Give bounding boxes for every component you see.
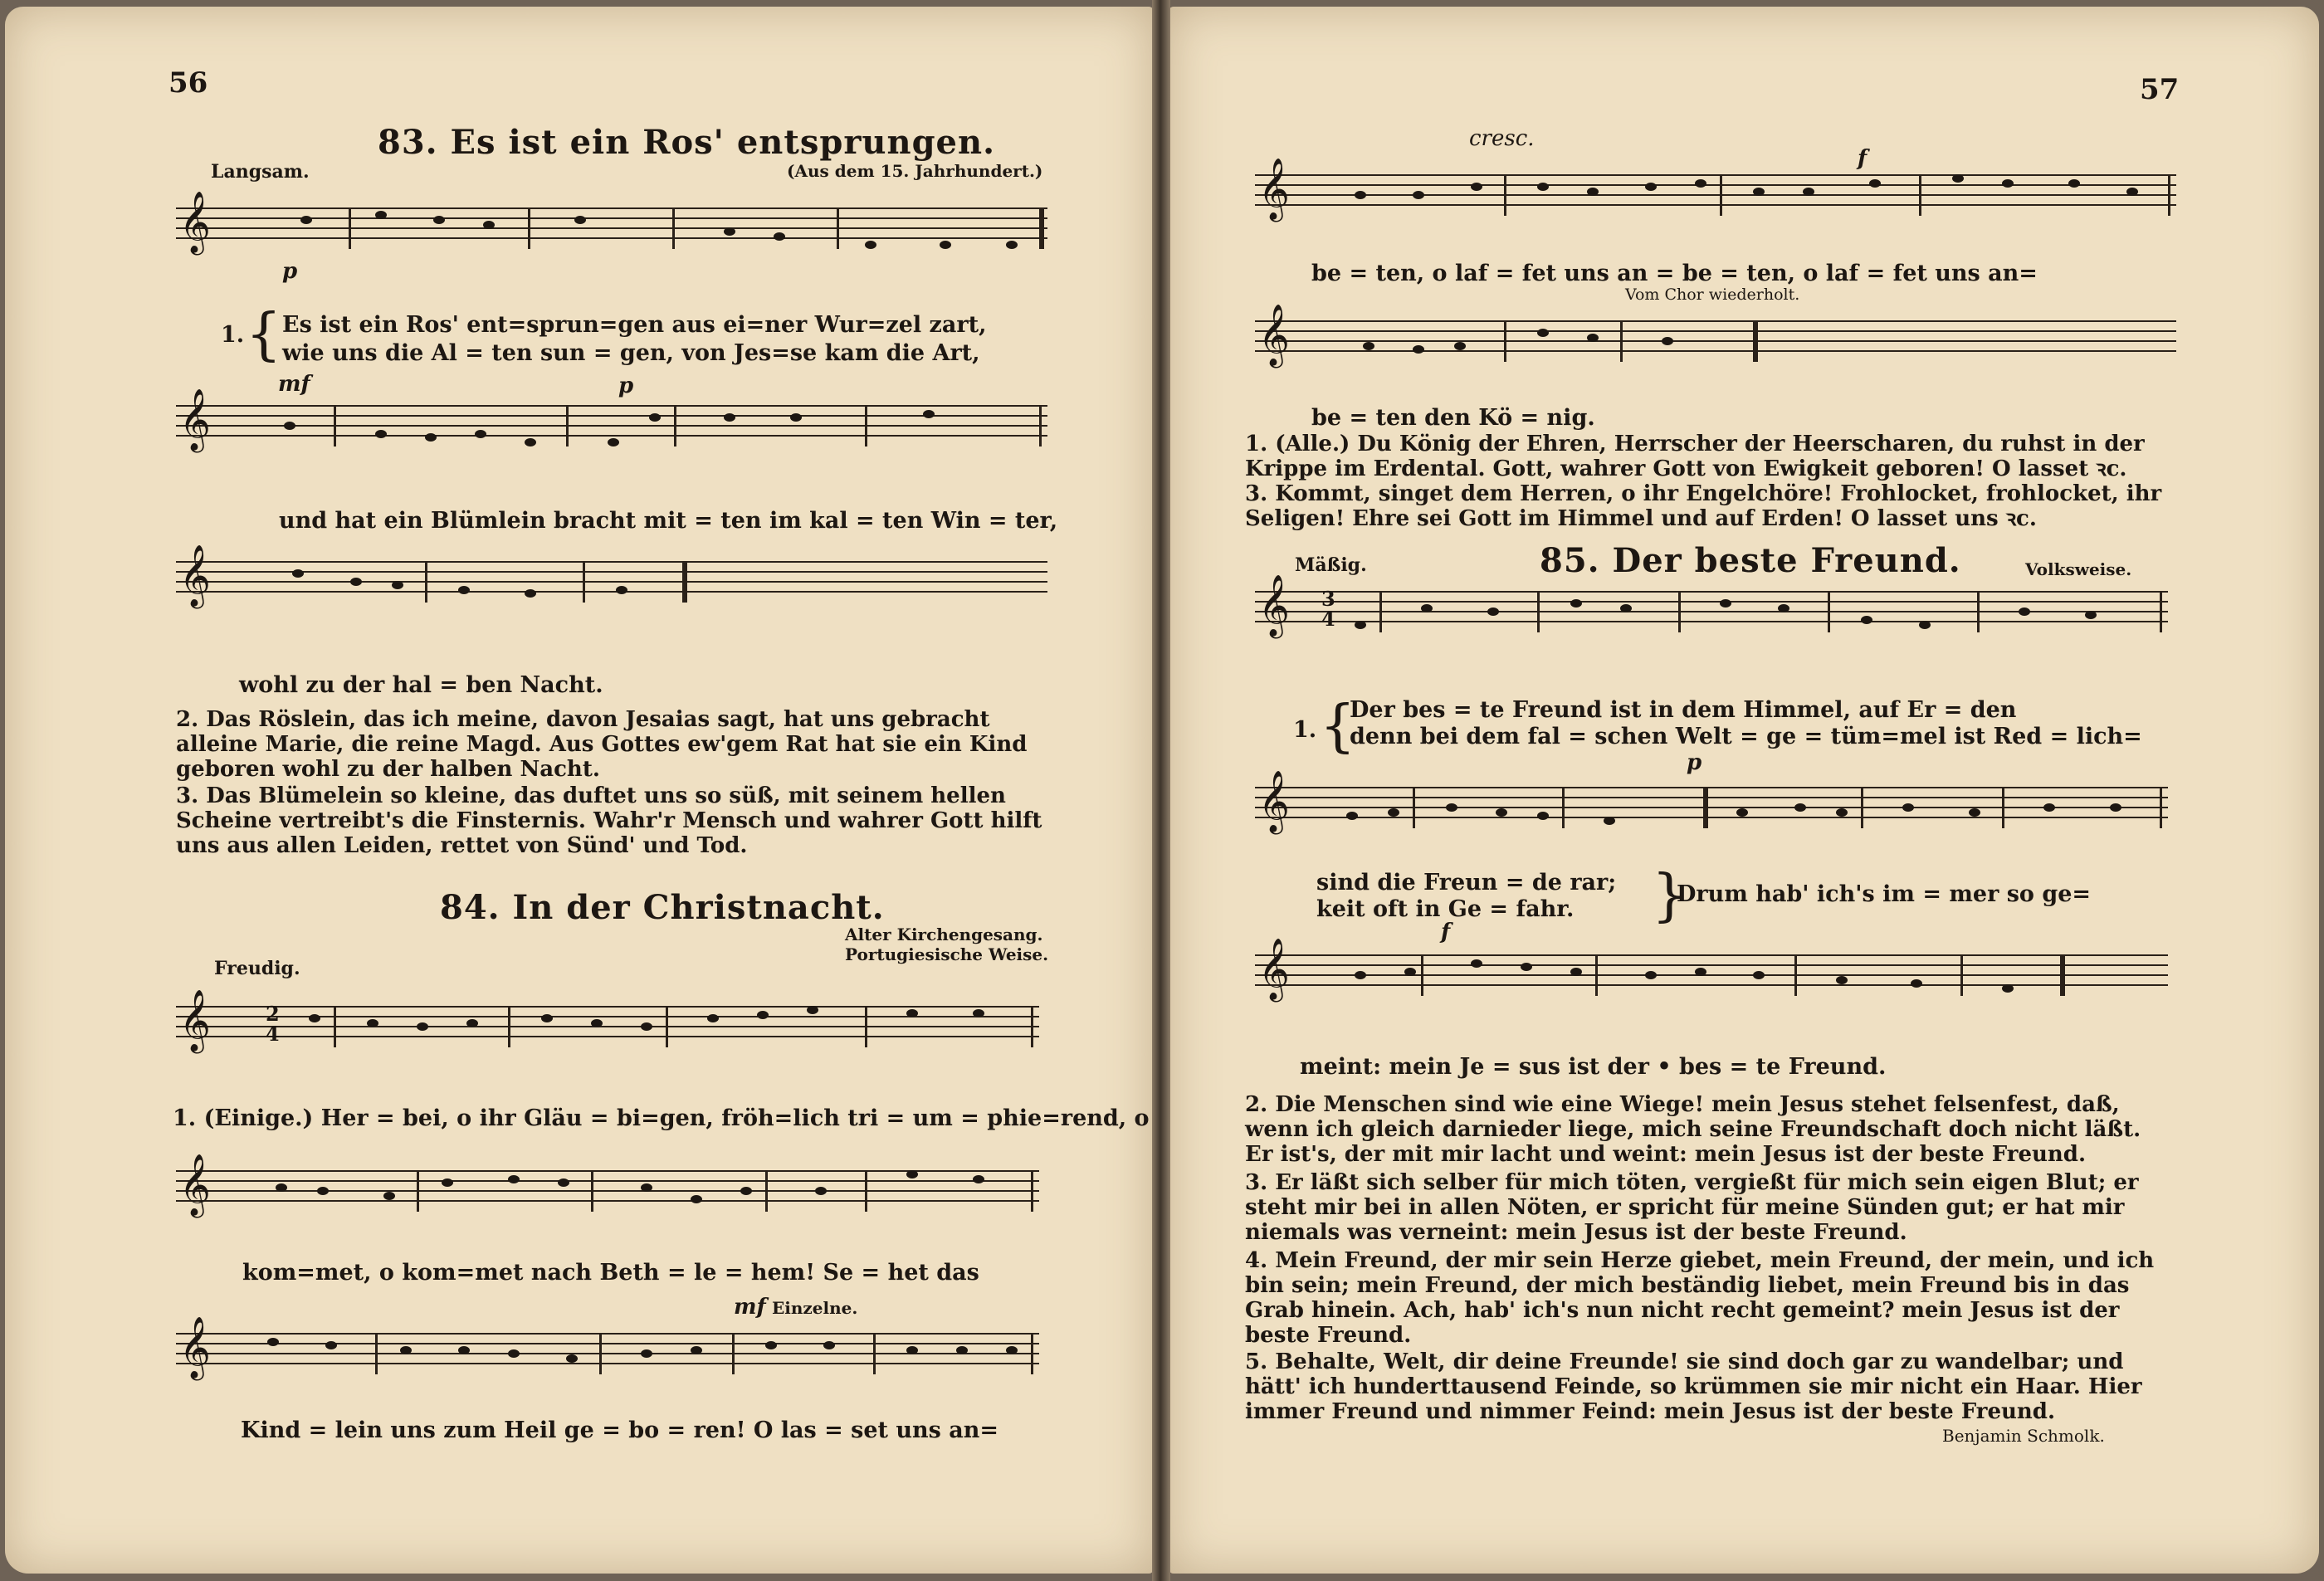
song-83-source: (Aus dem 15. Jahrhundert.) (787, 161, 1043, 181)
note-head (774, 232, 785, 241)
song-83-staff-2 (176, 389, 1047, 451)
song-83-tempo: Langsam. (211, 161, 310, 183)
song-85-verse-5: 5. Behalte, Welt, dir deine Freunde! sie sind doch gar zu wandelbar; und hätt' ich hunderttausend Feinde, so krümmen sie mir nicht ein Haar. Hier immer Freund und nimmer Feind: mein Jesus ist der beste Freund. (1245, 1349, 2142, 1424)
song-85-verse-3: 3. Er läßt sich selber für mich töten, vergießt für mich sein eigen Blut; er steht mir bei in allen Nöten, er spricht für meine Sünden gut; er hat mir niemals was verneint: mein Jesus ist der beste Freund. (1245, 1170, 2139, 1245)
note-head (483, 221, 495, 229)
song-85-lyrics-2b: keit oft in Ge = fahr. (1316, 896, 1575, 922)
song-83-verse-3: 3. Das Blümelein so kleine, das duftet uns so süß, mit seinem hellen Scheine vertreibt's die Finsternis. Wahr'r Mensch und wahrer Gott hilft uns aus allen Leiden, rettet von Sünd' und Tod. (176, 783, 1042, 858)
note-head (433, 216, 445, 224)
continuation-lyrics-1: be = ten, o laf = fet uns an = be = ten, o laf = fet uns an= (1311, 261, 2038, 286)
treble-clef-icon: 𝄞 (1258, 771, 1290, 832)
note-head (574, 216, 586, 224)
song-84-lyrics-2: kom=met, o kom=met nach Beth = le = hem! Se = het das (242, 1260, 979, 1286)
note-head (865, 241, 876, 249)
song-84-lyrics-3: Kind = lein uns zum Heil ge = bo = ren! O las = set uns an= (241, 1418, 999, 1443)
song-84-tempo: Freudig. (214, 958, 300, 979)
brace-icon: { (246, 302, 282, 368)
song-83-title: 83. Es ist ein Ros' entsprungen. (378, 123, 995, 162)
note-head (300, 216, 312, 224)
einzelne-label: Einzelne. (772, 1298, 858, 1318)
barline (528, 207, 530, 249)
dynamic-p: p (618, 373, 634, 398)
note-head (375, 211, 387, 219)
dynamic-p: p (1687, 750, 1702, 775)
continuation-lyrics-2: be = ten den Kö = nig. (1311, 405, 1595, 431)
song-84-lyrics-1: 1. (Einige.) Her = bei, o ihr Gläu = bi=gen, fröh=lich tri = um = phie=rend, o (173, 1105, 1150, 1131)
note-head (724, 227, 735, 236)
song-83-staff-1 (176, 192, 1047, 253)
dynamic-f: f (1441, 920, 1451, 944)
treble-clef-icon: 𝄞 (1258, 159, 1290, 220)
vom-chor-wiederholt: Vom Chor wiederholt. (1625, 285, 1800, 304)
song-85-tempo: Mäßig. (1295, 554, 1367, 576)
song-84-source-2: Portugiesische Weise. (845, 944, 1049, 964)
book-gutter (1152, 0, 1170, 1581)
song-85-lyrics-2c: Drum hab' ich's im = mer so ge= (1677, 881, 2092, 907)
cresc-marking: cresc. (1469, 126, 1535, 151)
song-83-lyrics-2: und hat ein Blümlein bracht mit = ten im kal = ten Win = ter, (279, 508, 1058, 534)
dynamic-p: p (282, 259, 298, 284)
song-85-author: Benjamin Schmolk. (1942, 1426, 2105, 1446)
brace-icon: { (1320, 694, 1356, 759)
note-head (940, 241, 951, 249)
song-84-staff-2 (176, 1154, 1039, 1216)
song-85-staff-1 (1255, 575, 2168, 637)
verse-3-84: 3. Kommt, singet dem Herren, o ihr Engelchöre! Frohlocket, frohlocket, ihr Seligen! Ehre sei Gott im Himmel und auf Erden! O lasset uns ꝛc. (1245, 481, 2162, 531)
song-84-staff-4 (1255, 159, 2176, 220)
song-84-staff-3 (176, 1317, 1039, 1378)
song-84-staff-1 (176, 990, 1039, 1052)
barline (349, 207, 351, 249)
page-number-left: 56 (168, 66, 208, 100)
treble-clef-icon: 𝄞 (179, 545, 211, 607)
time-signature: 2 4 (266, 1002, 280, 1046)
song-85-verse-4: 4. Mein Freund, der mir sein Herze giebet, mein Freund, der mein, und ich bin sein; mein Freund, der mich beständig liebet, mein Freund bis in das Grab hinein. Ach, hab' ich's nun nicht recht gemeint? mein Jesus ist der beste Freund. (1245, 1248, 2155, 1348)
treble-clef-icon: 𝄞 (1258, 305, 1290, 366)
treble-clef-icon: 𝄞 (179, 192, 211, 253)
song-84-staff-5 (1255, 305, 2176, 366)
dynamic-mf: mf (278, 372, 310, 397)
song-85-verse-2: 2. Die Menschen sind wie eine Wiege! mein Jesus stehet felsenfest, daß, wenn ich gleich darnieder liege, mich seine Freundschaft doch nicht läßt. Er ist's, der mit mir lacht und weint: mein Jesus ist der beste Freund. (1245, 1092, 2141, 1167)
verse-1-number: 1. (221, 322, 245, 348)
song-83-lyrics-1a: Es ist ein Ros' ent=sprun=gen aus ei=ner Wur=zel zart, (282, 312, 987, 338)
verse-alle: 1. (Alle.) Du König der Ehren, Herrscher der Heerscharen, du ruhst in der Krippe im Erdental. Gott, wahrer Gott von Ewigkeit geboren! O lasset ꝛc. (1245, 432, 2145, 481)
dynamic-mf: mf (734, 1295, 766, 1320)
treble-clef-icon: 𝄞 (1258, 939, 1290, 1000)
song-84-title: 84. In der Christnacht. (440, 888, 885, 927)
treble-clef-icon: 𝄞 (179, 389, 211, 451)
treble-clef-icon: 𝄞 (179, 990, 211, 1052)
page-number-right: 57 (2140, 73, 2180, 106)
song-85-title: 85. Der beste Freund. (1540, 541, 1961, 580)
song-83-lyrics-1b: wie uns die Al = ten sun = gen, von Jes=se kam die Art, (282, 340, 980, 366)
barline (672, 207, 675, 249)
treble-clef-icon: 𝄞 (179, 1154, 211, 1216)
note-head (1006, 241, 1018, 249)
song-83-verse-2: 2. Das Röslein, das ich meine, davon Jesaias sagt, hat uns gebracht alleine Marie, die reine Magd. Aus Gottes ew'gem Rat hat sie ein Kind geboren wohl zu der halben Nacht. (176, 707, 1028, 782)
song-85-source: Volksweise. (2025, 559, 2132, 579)
song-85-staff-3 (1255, 939, 2168, 1000)
song-85-lyrics-1b: denn bei dem fal = schen Welt = ge = tüm=mel ist Red = lich= (1350, 724, 2142, 749)
song-83-lyrics-3: wohl zu der hal = ben Nacht. (239, 672, 603, 698)
barline (837, 207, 839, 249)
song-84-source-1: Alter Kirchengesang. (845, 925, 1043, 944)
song-85-lyrics-1a: Der bes = te Freund ist in dem Himmel, auf Er = den (1350, 697, 2017, 723)
verse-1-number-85: 1. (1293, 717, 1317, 743)
song-85-lyrics-2a: sind die Freun = de rar; (1316, 870, 1617, 895)
treble-clef-icon: 𝄞 (1258, 575, 1290, 637)
time-signature: 3 4 (1321, 587, 1335, 631)
dynamic-f: f (1858, 146, 1868, 171)
song-85-lyrics-3: meint: mein Je = sus ist der • bes = te Freund. (1300, 1054, 1887, 1080)
brace-close-icon: } (1652, 863, 1688, 929)
treble-clef-icon: 𝄞 (179, 1317, 211, 1378)
song-83-staff-3 (176, 545, 1047, 607)
song-85-staff-2 (1255, 771, 2168, 832)
final-barline (1039, 207, 1044, 249)
